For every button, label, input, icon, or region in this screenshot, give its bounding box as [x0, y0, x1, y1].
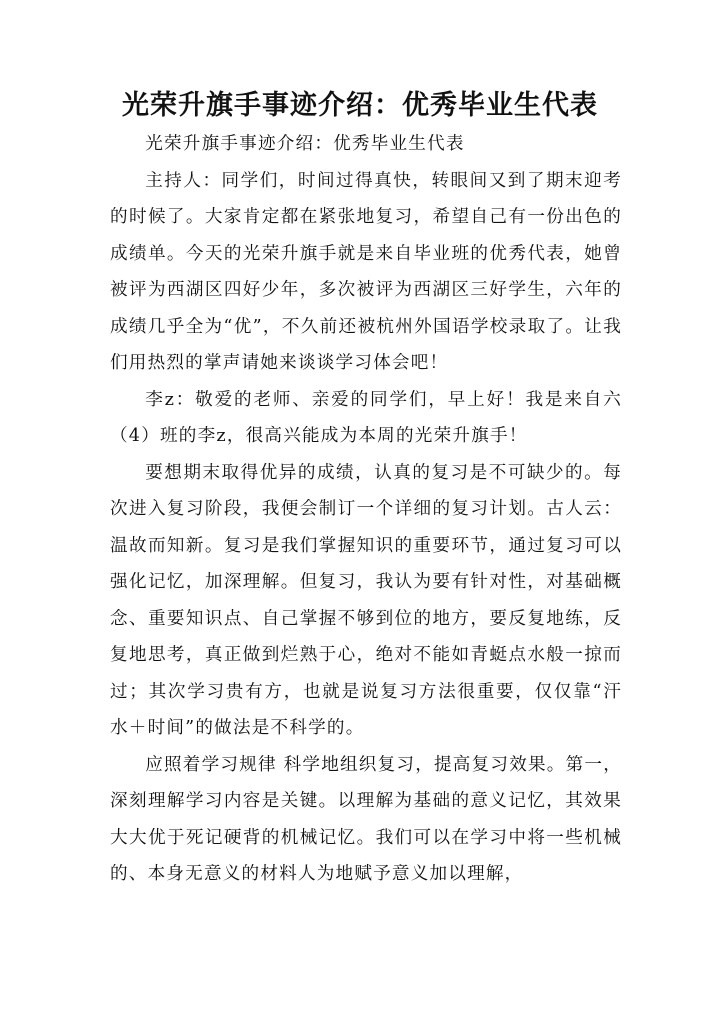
paragraph-host-intro: 主持人：同学们，时间过得真快，转眼间又到了期末迎考的时候了。大家肯定都在紧张地复习，希望自己有一份出色的成绩单。今天的光荣升旗手就是来自毕业班的优秀代表，她曾被评为西湖区四好少年，多次被评为西湖区三好学生，六年的成绩几乎全为“优”，不久前还被杭州外国语学校录取了。让我们用热烈的掌声请她来谈谈学习体会吧！ — [110, 170, 622, 373]
paragraph-subtitle: 光荣升旗手事迹介绍：优秀毕业生代表 — [145, 134, 465, 154]
paragraph-study-method: 应照着学习规律 科学地组织复习，提高复习效果。第一，深刻理解学习内容是关键。以理解为基础的意义记忆，其效果大大优于死记硬背的机械记忆。我们可以在学习中将一些机械的、本身无意义的材料人为地赋予意义加以理解， — [110, 754, 622, 884]
document-body — [110, 126, 622, 893]
paragraph-greeting: 李z：敬爱的老师、亲爱的同学们，早上好！我是来自六（4）班的李z，很高兴能成为本周的光荣升旗手！ — [110, 389, 622, 446]
paragraph-review-plan: 要想期末取得优异的成绩，认真的复习是不可缺少的。每次进入复习阶段，我便会制订一个详细的复习计划。古人云：温故而知新。复习是我们掌握知识的重要环节，通过复习可以强化记忆，加深理解。但复习，我认为要有针对性，对基础概念、重要知识点、自己掌握不够到位的地方，要反复地练，反复地思考，真正做到烂熟于心，绝对不能如青蜓点水般一掠而过；其次学习贵有方，也就是说复习方法很重要，仅仅靠“汗水＋时间”的做法是不科学的。 — [110, 462, 622, 738]
document-title: 光荣升旗手事迹介绍：优秀毕业生代表 — [122, 90, 598, 121]
